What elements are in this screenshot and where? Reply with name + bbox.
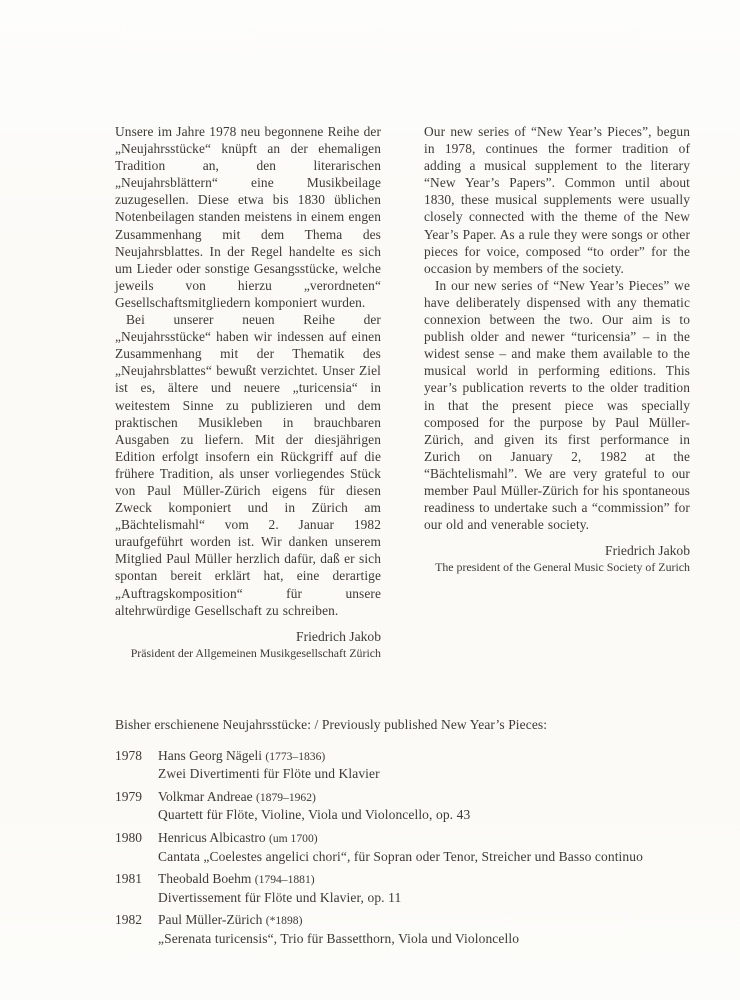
- entry-body: [158, 911, 705, 947]
- entry-dates: (*1898): [265, 914, 303, 928]
- entry-composer-line: [158, 747, 705, 766]
- entry-body: [158, 747, 705, 783]
- list-entry: [115, 788, 705, 824]
- german-paragraph-2: Bei unserer neuen Reihe der „Neujahrsstücke“ haben wir indessen auf einen Zusammenhang mit der Thematik des „Neujahrsblattes“ bewußt verzichtet. Unser Ziel ist es, ältere und neuere „turicensia“ in weitestem Sinne zu publizieren und dem praktischen Musikleben in brauchbaren Ausgaben zu liefern. Mit der diesjährigen Edition erfolgt insofern ein Rückgriff auf die frühere Tradition, als unser vorliegendes Stück von Paul Müller-Zürich eigens für diesen Zweck komponiert und in Zürich am „Bächtelismahl“ vom 2. Januar 1982 uraufgeführt worden ist. Wir danken unserem Mitglied Paul Müller herzlich dafür, daß er sich spontan bereit erklärt hat, eine derartige „Auftragskomposition“ für unsere altehrwürdige Gesellschaft zu schreiben.: [115, 312, 381, 618]
- entry-work: Zwei Divertimenti für Flöte und Klavier: [158, 766, 380, 782]
- list-entry: [115, 829, 705, 865]
- signature-name: Friedrich Jakob: [296, 628, 381, 644]
- published-list: [115, 716, 705, 953]
- english-column: [424, 123, 690, 661]
- entry-year: 1981: [115, 871, 142, 887]
- signature-name: Friedrich Jakob: [605, 543, 690, 559]
- entry-composer-line: [158, 788, 705, 807]
- text-columns: [115, 123, 690, 661]
- entry-body: [158, 870, 705, 906]
- german-paragraph-1: Unsere im Jahre 1978 neu begonnene Reihe der „Neujahrsstücke“ knüpft an der ehemaligen Tradition an, den literarischen „Neujahrsblättern“ eine Musikbeilage zuzugesellen. Diese etwa bis 1830 üblichen Notenbeilagen standen meistens in einem engen Zusammenhang mit dem Thema des Neujahrsblattes. In der Regel handelte es sich um Lieder oder sonstige Gesangsstücke, welche jeweils von hierzu „verordneten“ Gesellschaftsmitgliedern komponiert wurden.: [115, 124, 381, 310]
- entry-year: 1978: [115, 747, 142, 763]
- entry-year: 1979: [115, 788, 142, 804]
- entry-composer: Paul Müller-Zürich: [158, 912, 263, 928]
- english-paragraph-1: Our new series of “New Year’s Pieces”, begun in 1978, continues the former tradition of adding a musical supplement to the literary “New Year’s Papers”. Common until about 1830, these musical supplements were usually closely connected with the theme of the New Year’s Paper. As a rule they were songs or other pieces for voice, composed “to order” for the occasion by members of the society.: [424, 124, 690, 276]
- entry-dates: (1773–1836): [265, 749, 326, 763]
- entry-body: [158, 788, 705, 824]
- entry-dates: (1794–1881): [254, 873, 315, 887]
- entry-composer-line: [158, 829, 705, 848]
- entry-composer: Theobald Boehm: [158, 871, 252, 887]
- entry-composer: Hans Georg Nägeli: [158, 747, 262, 763]
- entry-composer-line: [158, 870, 705, 889]
- english-signature: [424, 542, 690, 575]
- german-column: [115, 123, 381, 661]
- entry-work: Cantata „Coelestes angelici chori“, für Sopran oder Tenor, Streicher und Basso continuo: [158, 848, 643, 864]
- signature-title: The president of the General Music Society of Zurich: [435, 560, 690, 575]
- entry-work: Divertissement für Flöte und Klavier, op. 11: [158, 889, 402, 905]
- entry-work: Quartett für Flöte, Violine, Viola und Violoncello, op. 43: [158, 807, 471, 823]
- entry-dates: (um 1700): [268, 831, 318, 845]
- entry-body: [158, 829, 705, 865]
- list-entry: [115, 870, 705, 906]
- published-list-heading: Bisher erschienene Neujahrsstücke: / Previously published New Year’s Pieces:: [115, 717, 548, 732]
- english-paragraph-2: In our new series of “New Year’s Pieces” we have deliberately dispensed with any thematic connexion between the two. Our aim is to publish older and newer “turicensia” – in the widest sense – and make them available to the musical world in performing editions. This year’s publication reverts to the older tradition in that the present piece was specially composed for the purpose by Paul Müller-Zürich, and given its first performance in Zurich on January 2, 1982 at the “Bächtelismahl”. We are very grateful to our member Paul Müller-Zürich for his spontaneous readiness to undertake such a “commission” for our old and venerable society.: [424, 277, 690, 533]
- entry-year: 1980: [115, 829, 142, 845]
- entry-composer: Volkmar Andreae: [158, 788, 253, 804]
- entry-composer: Henricus Albicastro: [158, 829, 266, 845]
- signature-title: Präsident der Allgemeinen Musikgesellschaft Zürich: [130, 645, 381, 660]
- entry-work: „Serenata turicensis“, Trio für Bassetthorn, Viola und Violoncello: [158, 930, 520, 946]
- entry-year: 1982: [115, 912, 142, 928]
- list-entry: [115, 911, 705, 947]
- entry-dates: (1879–1962): [255, 790, 316, 804]
- german-signature: [115, 628, 381, 661]
- list-entry: [115, 747, 705, 783]
- entry-composer-line: [158, 911, 705, 930]
